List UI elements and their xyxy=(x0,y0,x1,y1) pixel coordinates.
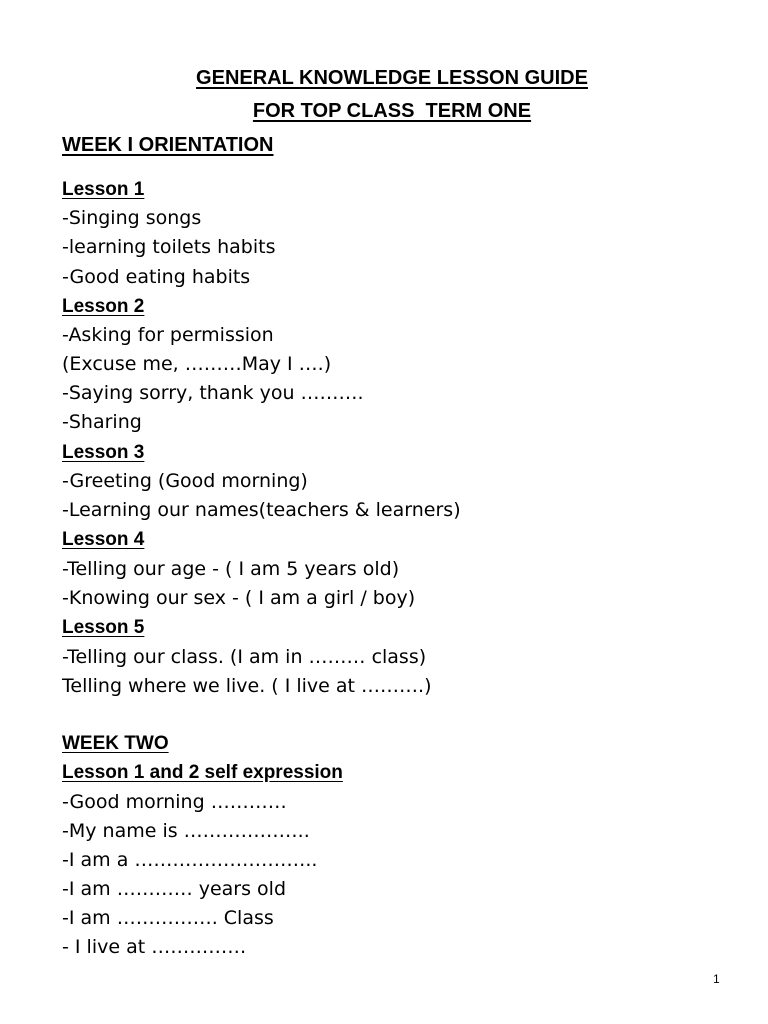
list-item: Telling where we live. ( I live at ……….) xyxy=(62,675,432,697)
list-item: -learning toilets habits xyxy=(62,236,276,258)
list-item: -Telling our age - ( I am 5 years old) xyxy=(62,558,400,580)
list-item: (Excuse me, ………May I ….) xyxy=(62,353,332,375)
lesson5-heading: Lesson 5 xyxy=(62,617,145,638)
list-item: -I am ……………. Class xyxy=(62,907,274,929)
week2-lesson-heading: Lesson 1 and 2 self expression xyxy=(62,762,343,783)
lesson2-heading: Lesson 2 xyxy=(62,296,145,317)
lesson4-heading: Lesson 4 xyxy=(62,529,145,550)
document-title-line2: FOR TOP CLASS TERM ONE xyxy=(252,100,532,122)
lesson1-heading: Lesson 1 xyxy=(62,179,145,200)
list-item: -Learning our names(teachers & learners) xyxy=(62,499,461,521)
list-item: -Knowing our sex - ( I am a girl / boy) xyxy=(62,587,416,609)
list-item: -Good morning ………… xyxy=(62,791,287,813)
week1-heading: WEEK I ORIENTATION xyxy=(62,134,274,156)
list-item: -I am ………… years old xyxy=(62,878,287,900)
week2-heading: WEEK TWO xyxy=(62,733,169,754)
list-item: -My name is ……………….. xyxy=(62,820,310,842)
list-item: - I live at …………… xyxy=(62,936,247,958)
list-item: -Asking for permission xyxy=(62,324,274,346)
page-number: 1 xyxy=(713,972,720,986)
list-item: -Saying sorry, thank you ………. xyxy=(62,382,364,404)
list-item: -Sharing xyxy=(62,411,142,433)
list-item: -Singing songs xyxy=(62,207,202,229)
lesson3-heading: Lesson 3 xyxy=(62,442,145,463)
document-title-line1: GENERAL KNOWLEDGE LESSON GUIDE xyxy=(196,67,588,89)
list-item: -Good eating habits xyxy=(62,266,251,288)
list-item: -Greeting (Good morning) xyxy=(62,470,308,492)
list-item: -I am a ……………………….. xyxy=(62,849,318,871)
list-item: -Telling our class. (I am in ……… class) xyxy=(62,646,427,668)
